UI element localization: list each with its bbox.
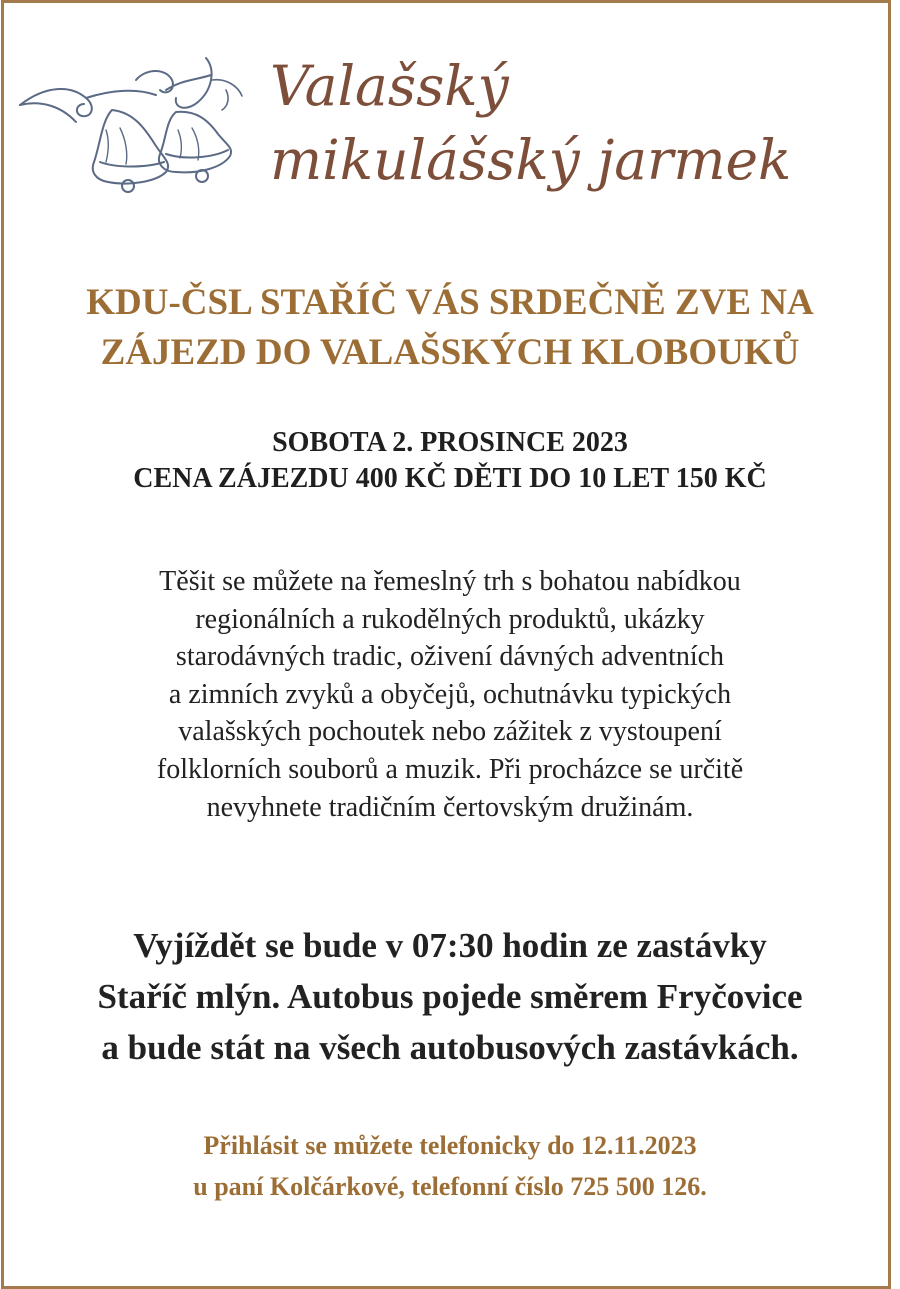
signup-line1: Přihlásit se můžete telefonicky do 12.11.2023 (203, 1131, 697, 1160)
event-title-line1: Valašský (270, 54, 509, 118)
departure-line: a bude stát na všech autobusových zastávkách. (101, 1028, 799, 1067)
description-line: valašských pochoutek nebo zážitek z vystoupení (178, 716, 722, 748)
trip-price: CENA ZÁJEZDU 400 KČ DĚTI DO 10 LET 150 KČ (133, 463, 767, 494)
departure-info (0, 920, 900, 1073)
event-title-line2: mikulášský jarmek (270, 128, 792, 192)
description-line: starodávných tradic, oživení dávných adventních (175, 641, 725, 673)
description-line: regionálních a rukodělných produktů, ukázky (195, 603, 705, 635)
departure-line: Vyjíždět se bude v 07:30 hodin ze zastávky (133, 926, 767, 965)
description-line: folklorních souborů a muzik. Při procházce se určitě (156, 753, 744, 785)
bells-icon (16, 50, 256, 200)
description-line: a zimních zvyků a obyčejů, ochutnávku typických (168, 678, 732, 710)
departure-line: Staříč mlýn. Autobus pojede směrem Fryčovice (97, 977, 803, 1016)
invitation-line1: KDU-ČSL STAŘÍČ VÁS SRDEČNĚ ZVE NA (86, 282, 814, 323)
signup-line2: u paní Kolčárkové, telefonní číslo 725 500 126. (193, 1172, 707, 1201)
description-line: nevyhnete tradičním čertovským družinám. (206, 791, 694, 823)
event-title (270, 50, 880, 196)
description-line: Těšit se můžete na řemeslný trh s bohatou nabídkou (159, 566, 741, 597)
invitation-heading (0, 278, 900, 378)
trip-date: SOBOTA 2. PROSINCE 2023 (272, 427, 628, 458)
header (0, 0, 900, 250)
signup-info (0, 1125, 900, 1207)
trip-details (0, 425, 900, 497)
invitation-line2: ZÁJEZD DO VALAŠSKÝCH KLOBOUKŮ (100, 332, 800, 373)
description-paragraph (0, 563, 900, 826)
